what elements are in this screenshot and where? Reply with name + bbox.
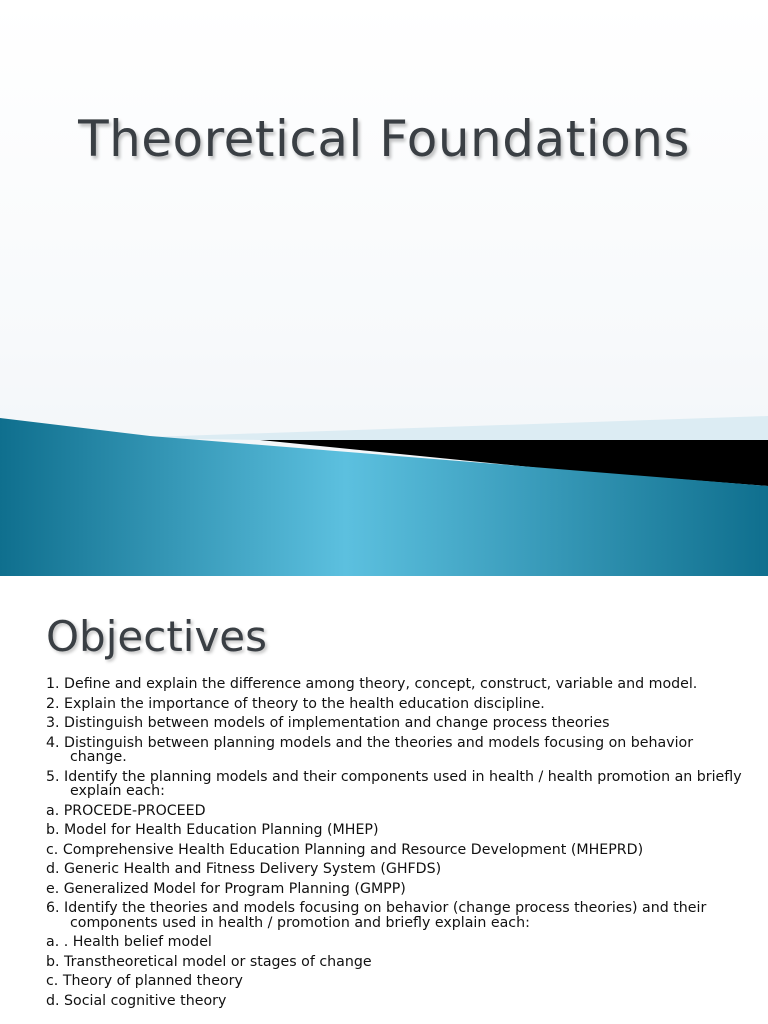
list-item: 2. Explain the importance of theory to the health education discipline. <box>46 695 545 712</box>
objectives-list <box>46 677 746 1013</box>
list-item: a. PROCEDE-PROCEED <box>46 802 206 819</box>
list-item: d. Social cognitive theory <box>46 992 227 1009</box>
list-item: a. . Health belief model <box>46 934 212 950</box>
band-pale-strip <box>120 416 768 440</box>
objectives-heading: Objectives <box>46 612 268 661</box>
list-item: 6. Identify the theories and models focusing on behavior (change process theories) and their components used in health / promotion and briefly explain each: <box>46 900 707 931</box>
list-item: b. Transtheoretical model or stages of change <box>46 953 372 970</box>
list-item: e. Generalized Model for Program Planning (GMPP) <box>46 880 406 897</box>
slide-title: Theoretical Foundations <box>78 110 690 168</box>
objectives-slide <box>0 576 768 1024</box>
list-item: b. Model for Health Education Planning (MHEP) <box>46 822 379 838</box>
list-item: 1. Define and explain the difference among theory, concept, construct, variable and model. <box>46 676 698 692</box>
list-item: c. Theory of planned theory <box>46 973 243 989</box>
list-item: 5. Identify the planning models and their components used in health / health promotion an briefly explain each: <box>46 768 742 799</box>
list-item: 3. Distinguish between models of implementation and change process theories <box>46 715 610 731</box>
decorative-wave-band <box>0 410 768 576</box>
list-item: d. Generic Health and Fitness Delivery System (GHFDS) <box>46 861 442 877</box>
list-item: c. Comprehensive Health Education Planning and Resource Development (MHEPRD) <box>46 841 644 858</box>
list-item: 4. Distinguish between planning models and the theories and models focusing on behavior change. <box>46 734 694 765</box>
